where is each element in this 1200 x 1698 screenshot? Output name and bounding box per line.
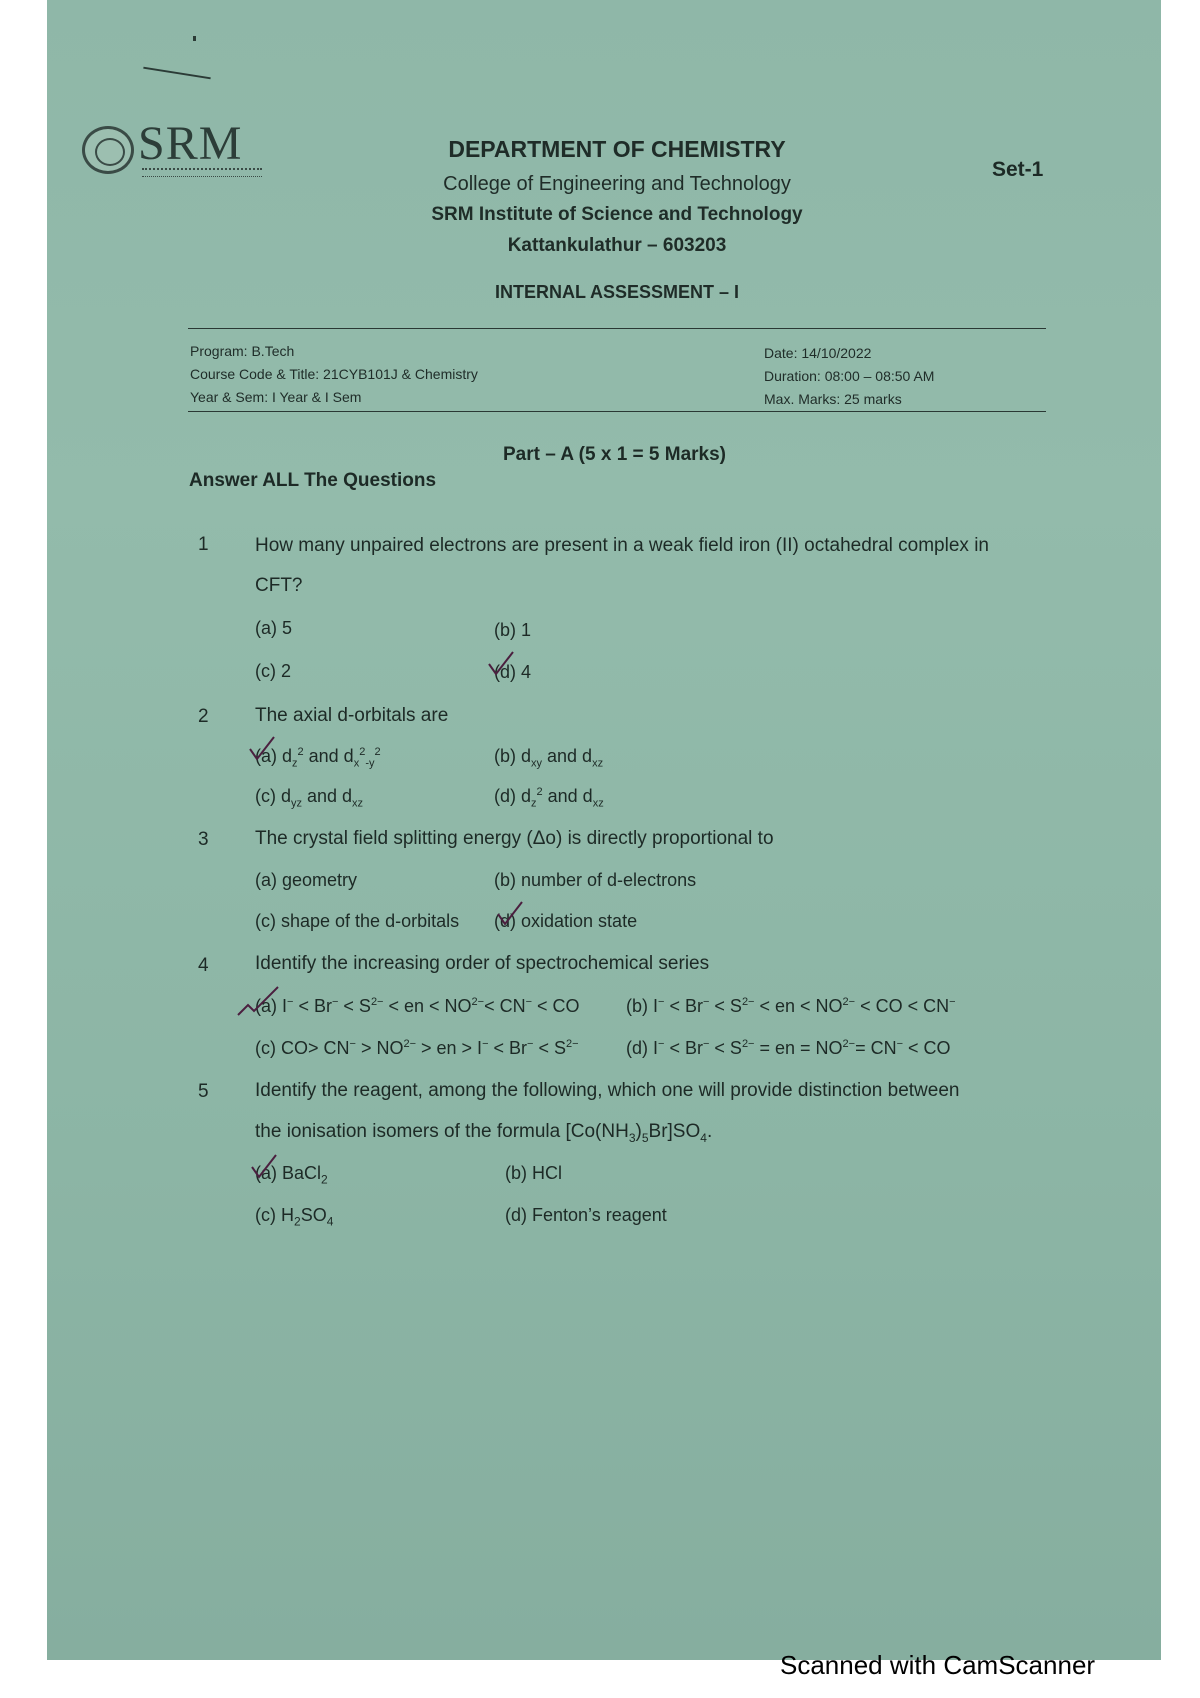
institute-name: SRM Institute of Science and Technology [431, 204, 803, 225]
q3-text: The crystal field splitting energy (Δo) is directly proportional to [255, 828, 774, 849]
tick-mark-icon [250, 1153, 278, 1179]
tick-mark-icon [248, 735, 276, 761]
q2-number: 2 [198, 706, 209, 727]
q2-option-b: (b) $d_{xy}$ and $d_{xz}$ [494, 746, 604, 770]
q1-option-b: (b) 1 [494, 620, 532, 640]
logo-wordmark: SRM [138, 117, 243, 170]
q5-text-cont: the ionisation isomers of the formula $[Co(NH_3)_5Br]SO_4$. [255, 1121, 713, 1145]
q3-option-a: (a) geometry [255, 870, 358, 890]
part-title: Part – A (5 x 1 = 5 Marks) [503, 444, 727, 465]
course: Course Code & Title: 21CYB101J & Chemistry [190, 366, 478, 382]
q5-option-a: (a) BaCl$_2$ [255, 1163, 328, 1187]
logo-tagline [142, 168, 262, 175]
year-sem: Year & Sem: I Year & I Sem [190, 389, 362, 405]
duration: Duration: 08:00 – 08:50 AM [764, 368, 935, 384]
program: Program: B.Tech [190, 343, 295, 359]
q4-text: Identify the increasing order of spectrochemical series [255, 953, 710, 974]
exam-title: INTERNAL ASSESSMENT – I [494, 282, 740, 302]
divider-top [188, 328, 1046, 329]
q4-option-c: (c) $CO> CN^- > NO^{2-}$ > en > $I^- < Br^- < S^{2-}$ [255, 1038, 579, 1058]
college-name: College of Engineering and Technology [443, 173, 791, 195]
q4-option-a: (a) $I^- < Br^- < S^{2-}$ < en < $NO^{2-}< CN^-$ < CO [255, 996, 580, 1016]
logo-tagline-2 [142, 176, 262, 180]
q1-option-a: (a) 5 [255, 618, 293, 638]
q3-option-c: (c) shape of the d-orbitals [255, 911, 460, 931]
q1-option-c: (c) 2 [255, 661, 291, 681]
instruction: Answer ALL The Questions [189, 470, 437, 491]
q2-text: The axial d-orbitals are [255, 705, 449, 726]
q2-option-a: (a) $d_z^2$ and $d_x^2_{-y}^2$ [255, 746, 381, 770]
q4-option-d: (d) $I^- < Br^- < S^{2-}$ = en = $NO^{2-}= CN^-$ < CO [626, 1038, 951, 1058]
q1-text-cont: CFT? [255, 575, 303, 596]
tick-mark-icon [487, 650, 515, 676]
date: Date: 14/10/2022 [764, 345, 872, 361]
q1-number: 1 [198, 534, 209, 555]
q5-text: Identify the reagent, among the following, which one will provide distinction between [255, 1080, 960, 1101]
q3-number: 3 [198, 829, 209, 850]
scanner-watermark: Scanned with CamScanner [780, 1650, 1096, 1680]
tick-mark-icon [236, 985, 280, 1021]
set-label: Set-1 [992, 158, 1044, 181]
q5-option-b: (b) HCl [505, 1163, 562, 1183]
q2-option-d: (d) $d_z^2$ and $d_{xz}$ [494, 786, 604, 810]
q3-option-b: (b) number of d-electrons [494, 870, 697, 890]
srm-emblem-icon [82, 126, 134, 174]
department-title: DEPARTMENT OF CHEMISTRY [448, 136, 786, 162]
location: Kattankulathur – 603203 [507, 235, 727, 256]
q4-option-b: (b) $I^- < Br^- < S^{2-}$ < en < $NO^{2-}$ < CO < CN− [626, 996, 956, 1016]
q5-option-d: (d) Fenton’s reagent [505, 1205, 667, 1225]
q5-number: 5 [198, 1081, 209, 1102]
q4-number: 4 [198, 955, 209, 976]
q3-option-d: (d) oxidation state [494, 911, 638, 931]
srm-logo [82, 117, 272, 190]
pen-dot [193, 36, 196, 41]
max-marks: Max. Marks: 25 marks [764, 391, 902, 407]
q1-text: How many unpaired electrons are present in a weak field iron (II) octahedral complex in [255, 535, 989, 556]
tick-mark-icon [496, 900, 524, 926]
q5-option-c: (c) $H_2SO_4$ [255, 1205, 334, 1229]
divider-bottom [188, 411, 1046, 412]
q1-option-d: (d) 4 [494, 662, 532, 682]
q2-option-c: (c) $d_{yz}$ and $d_{xz}$ [255, 786, 364, 810]
